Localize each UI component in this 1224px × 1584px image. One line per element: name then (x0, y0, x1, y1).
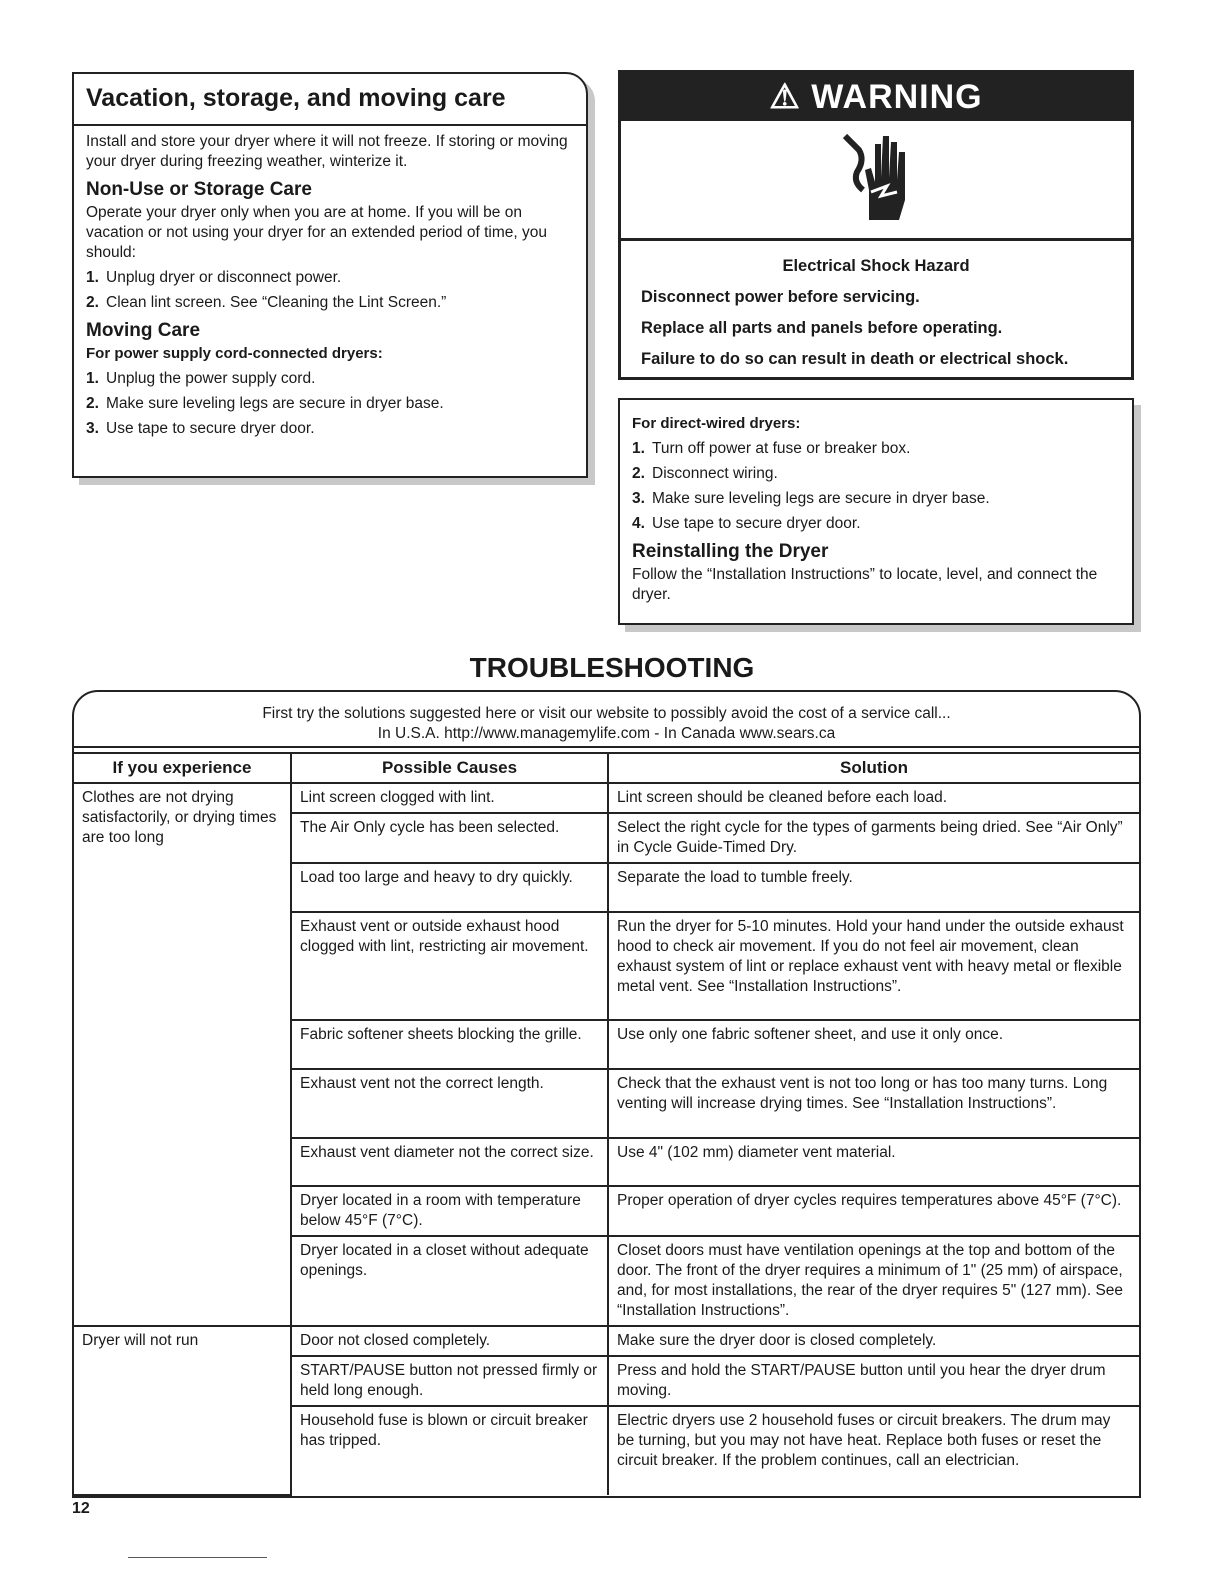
list-item: 2. Make sure leveling legs are secure in dryer base. (86, 395, 444, 412)
direct-wired-subheading: For direct-wired dryers: (632, 415, 801, 432)
solution-cell: Closet doors must have ventilation openings at the top and bottom of the door. The front of the dryer requires a minimum of 1" (25 mm) of airspace, and, for most installations, the rear of the dryer requires 5" (127 mm). See “Installation Instructions”. (608, 1236, 1139, 1326)
list-item: 1. Unplug dryer or disconnect power. (86, 269, 342, 286)
warning-line: Failure to do so can result in death or electrical shock. (641, 350, 1069, 368)
cause-cell: Exhaust vent or outside exhaust hood clogged with lint, restricting air movement. (291, 912, 608, 1020)
list-item: 2. Clean lint screen. See “Cleaning the Lint Screen.” (86, 294, 447, 311)
nonuse-text: Operate your dryer only when you are at home. If you will be on vacation or not using your dryer for an extended period of time, you should: (86, 204, 547, 261)
column-header: Possible Causes (291, 753, 608, 783)
problem-cell: Clothes are not drying satisfactorily, or drying times are too long (74, 783, 291, 1326)
list-item: 1. Unplug the power supply cord. (86, 370, 316, 387)
table-row (74, 783, 1139, 813)
cause-cell: Exhaust vent not the correct length. (291, 1069, 608, 1138)
solution-cell: Electric dryers use 2 household fuses or circuit breakers. The drum may be turning, but you may not have heat. Replace both fuses or reset the circuit breaker. If the problem continues, call an electrician. (608, 1406, 1139, 1495)
cause-cell: Lint screen clogged with lint. (291, 783, 608, 813)
reinstall-heading: Reinstalling the Dryer (632, 541, 829, 562)
list-item: 3. Make sure leveling legs are secure in dryer base. (632, 490, 990, 507)
solution-cell: Run the dryer for 5-10 minutes. Hold your hand under the outside exhaust hood to check air movement. If you do not feel air movement, clean exhaust system of lint or replace exhaust vent with heavy metal or flexible metal vent. See “Installation Instructions”. (608, 912, 1139, 1020)
troubleshooting-table (72, 690, 1141, 1498)
intro-line: In U.S.A. http://www.managemylife.com - In Canada www.sears.ca (377, 725, 836, 742)
solution-cell: Proper operation of dryer cycles requires temperatures above 45°F (7°C). (608, 1186, 1139, 1236)
reinstall-text: Follow the “Installation Instructions” to locate, level, and connect the dryer. (632, 566, 1098, 603)
cause-cell: Dryer located in a room with temperature below 45°F (7°C). (291, 1186, 608, 1236)
warning-triangle-icon: ⚠ (769, 78, 801, 116)
cord-subheading: For power supply cord-connected dryers: (86, 345, 383, 362)
nonuse-heading: Non-Use or Storage Care (86, 179, 312, 200)
intro-line: First try the solutions suggested here or visit our website to possibly avoid the cost of a service call... (262, 705, 951, 722)
hazard-title: Electrical Shock Hazard (782, 257, 970, 275)
list-item: 1. Turn off power at fuse or breaker box. (632, 440, 911, 457)
cord-steps (86, 369, 574, 439)
column-header: If you experience (74, 753, 291, 783)
electric-shock-hand-icon (621, 121, 1131, 241)
list-item: 4. Use tape to secure dryer door. (632, 515, 861, 532)
list-item: 3. Use tape to secure dryer door. (86, 420, 315, 437)
troubleshooting-intro (74, 692, 1139, 748)
cause-cell: Fabric softener sheets blocking the grille. (291, 1020, 608, 1069)
warning-header: ⚠ WARNING (621, 73, 1131, 121)
cause-cell: Load too large and heavy to dry quickly. (291, 863, 608, 912)
solution-cell: Check that the exhaust vent is not too long or has too many turns. Long venting will increase drying times. See “Installation Instructions”. (608, 1069, 1139, 1138)
nonuse-steps (86, 268, 574, 313)
cause-cell: START/PAUSE button not pressed firmly or held long enough. (291, 1356, 608, 1406)
solution-cell: Use only one fabric softener sheet, and use it only once. (608, 1020, 1139, 1069)
section-title: Vacation, storage, and moving care (74, 74, 586, 126)
warning-line: Disconnect power before servicing. (641, 288, 920, 306)
warning-box (618, 70, 1134, 380)
troubleshooting-title: TROUBLESHOOTING (469, 652, 755, 683)
table-row (74, 1326, 1139, 1356)
cause-cell: Exhaust vent diameter not the correct size. (291, 1138, 608, 1186)
vacation-storage-section (72, 72, 588, 478)
divider (128, 1557, 267, 1558)
solution-cell: Use 4" (102 mm) diameter vent material. (608, 1138, 1139, 1186)
page-number: 12 (72, 1500, 90, 1517)
cause-cell: Dryer located in a closet without adequate openings. (291, 1236, 608, 1326)
solution-cell: Select the right cycle for the types of garments being dried. See “Air Only” in Cycle Guide-Timed Dry. (608, 813, 1139, 863)
direct-wired-steps (632, 439, 1120, 534)
solution-cell: Separate the load to tumble freely. (608, 863, 1139, 912)
direct-wired-section (618, 398, 1134, 625)
warning-line: Replace all parts and panels before operating. (641, 319, 1003, 337)
moving-heading: Moving Care (86, 320, 201, 341)
list-item: 2. Disconnect wiring. (632, 465, 778, 482)
column-header: Solution (608, 753, 1139, 783)
solution-cell: Make sure the dryer door is closed completely. (608, 1326, 1139, 1356)
problem-cell: Dryer will not run (74, 1326, 291, 1495)
intro-text: Install and store your dryer where it will not freeze. If storing or moving your dryer during freezing weather, winterize it. (86, 133, 568, 170)
cause-cell: The Air Only cycle has been selected. (291, 813, 608, 863)
cause-cell: Door not closed completely. (291, 1326, 608, 1356)
solution-cell: Lint screen should be cleaned before each load. (608, 783, 1139, 813)
solution-cell: Press and hold the START/PAUSE button until you hear the dryer drum moving. (608, 1356, 1139, 1406)
cause-cell: Household fuse is blown or circuit breaker has tripped. (291, 1406, 608, 1495)
